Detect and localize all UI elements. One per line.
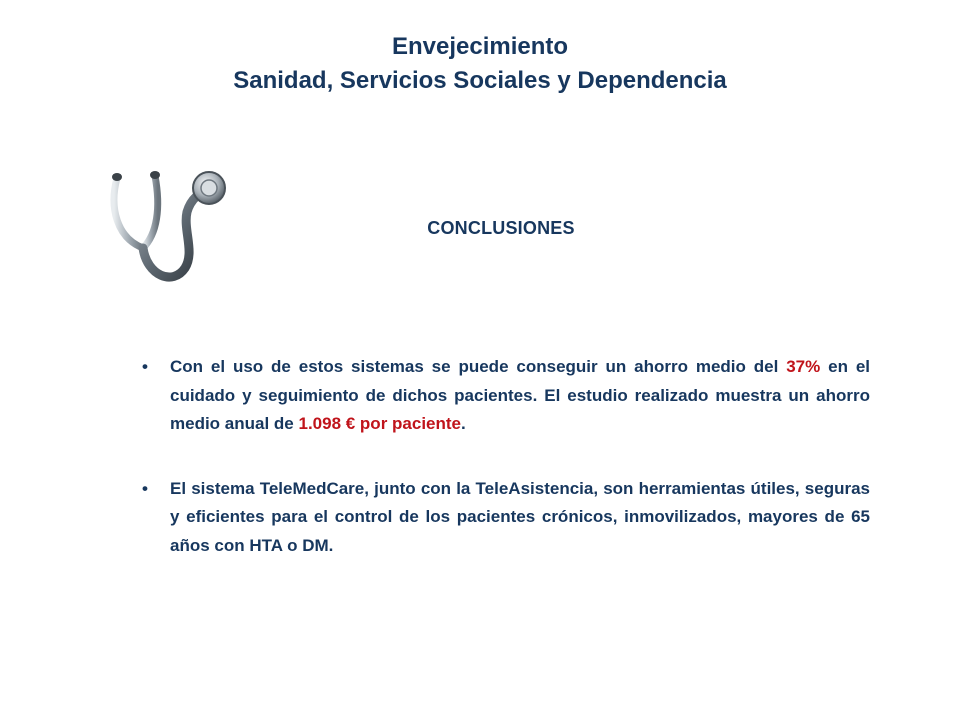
title-line-2: Sanidad, Servicios Sociales y Dependencia (233, 67, 727, 94)
bullet-text: . (461, 414, 466, 433)
bullet-text: El sistema TeleMedCare, junto con la TeleAsistencia, son herramientas útiles, seguras y eficientes para el control de los pacientes crónicos, inmovilizados, mayores de 65 años con HTA o DM. (170, 478, 870, 555)
highlight-percent: 37% (786, 357, 821, 376)
title-line-1: Envejecimiento (391, 33, 569, 60)
bullet-text: en el cuidado y seguimiento de dichos pacientes. El estudio realizado muestra un ahorro medio anual de (170, 357, 871, 433)
bullet-marker: • (142, 357, 148, 376)
highlight-savings: 1.098 € por paciente (298, 414, 462, 433)
list-item (142, 475, 870, 561)
conclusions-list (142, 353, 871, 596)
bullet-text: Con el uso de estos sistemas se puede conseguir un ahorro medio del (170, 357, 787, 376)
page-title (0, 30, 960, 98)
bullet-marker: • (142, 478, 148, 498)
section-heading: CONCLUSIONES (427, 218, 575, 238)
list-item (142, 353, 871, 439)
